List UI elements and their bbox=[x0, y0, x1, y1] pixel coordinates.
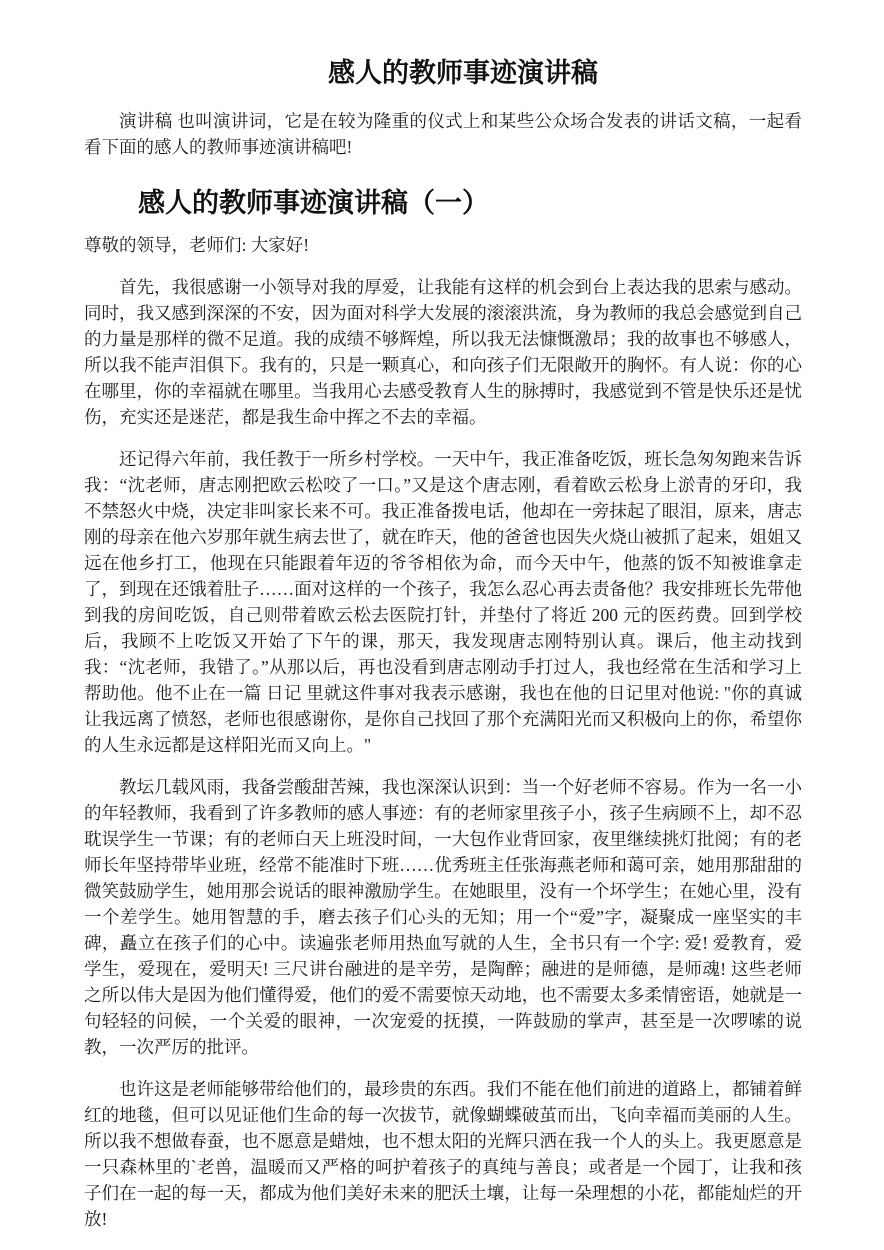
greeting-line: 尊敬的领导，老师们: 大家好! bbox=[84, 235, 310, 255]
body-paragraph: 教坛几载风雨，我备尝酸甜苦辣，我也深深认识到：当一个好老师不容易。作为一名一小的年轻教师，我看到了许多教师的感人事迹：有的老师家里孩子小，孩子生病顾不上，却不忍耽误学生一节课；有的老师白天上班没时间，一大包作业背回家，夜里继续挑灯批阅；有的老师长年坚持带毕业班，经常不能准时下班……优秀班主任张海燕老师和蔼可亲，她用那甜甜的微笑鼓励学生，她用那会说话的眼神激励学生。在她眼里，没有一个坏学生；在她心里，没有一个差学生。她用智慧的手，磨去孩子们心头的无知；用一个“爱”字，凝聚成一座坚实的丰碑，矗立在孩子们的心中。读遍张老师用热血写就的人生，全书只有一个字: 爱! 爱教育，爱学生，爱现在，爱明天! 三尺讲台融进的是辛劳，是陶醉；融进的是师德，是师魂! 这些老师之所以伟大是因为他们懂得爱，他们的爱不需要惊天动地，也不需要太多柔情密语，她就是一句轻轻的问候，一个关爱的眼神，一次宠爱的抚摸，一阵鼓励的掌声，甚至是一次啰嗦的说教，一次严厉的批评。 bbox=[84, 777, 802, 1057]
section-heading: 感人的教师事迹演讲稿（一） bbox=[138, 188, 489, 218]
document-title: 感人的教师事迹演讲稿 bbox=[328, 58, 598, 88]
body-paragraph: 还记得六年前，我任教于一所乡村学校。一天中午，我正准备吃饭，班长急匆匆跑来告诉我：“沈老师，唐志刚把欧云松咬了一口。”又是这个唐志刚，看着欧云松身上淤青的牙印，我不禁怒火中烧，决定非叫家长来不可。我正准备拨电话，他却在一旁抹起了眼泪，原来，唐志刚的母亲在他六岁那年就生病去世了，就在昨天，他的爸爸也因失火烧山被抓了起来，姐姐又远在他乡打工，他现在只能跟着年迈的爷爷相依为命，而今天中午，他蒸的饭不知被谁拿走了，到现在还饿着肚子……面对这样的一个孩子，我怎么忍心再去责备他？我安排班长先带他到我的房间吃饭，自己则带着欧云松去医院打针，并垫付了将近 200 元的医药费。回到学校后，我顾不上吃饭又开始了下午的课，那天，我发现唐志刚特别认真。课后，他主动找到我：“沈老师，我错了。”从那以后，再也没看到唐志刚动手打过人，我也经常在生活和学习上帮助他。他不止在一篇 日记 里就这件事对我表示感谢，我也在他的日记里对他说: "你的真诚让我远离了愤怒，老师也很感谢你，是你自己找回了那个充满阳光而又积极向上的你，希望你的人生永远都是这样阳光而又向上。" bbox=[84, 449, 802, 755]
body-paragraph: 也许这是老师能够带给他们的，最珍贵的东西。我们不能在他们前进的道路上，都铺着鲜红的地毯，但可以见证他们生命的每一次拔节，就像蝴蝶破茧而出，飞向幸福而美丽的人生。所以我不想做春蚕，也不愿意是蜡烛，也不想太阳的光辉只洒在我一个人的头上。我更愿意是一只森林里的`老兽，温暖而又严格的呵护着孩子的真纯与善良；或者是一个园丁，让我和孩子们在一起的每一天，都成为他们美好未来的肥沃土壤，让每一朵理想的小花，都能灿烂的开放! bbox=[84, 1079, 802, 1229]
intro-paragraph: 演讲稿 也叫演讲词，它是在较为隆重的仪式上和某些公众场合发表的讲话文稿，一起看看下面的感人的教师事迹演讲稿吧! bbox=[84, 111, 802, 157]
body-paragraph: 首先，我很感谢一小领导对我的厚爱，让我能有这样的机会到台上表达我的思索与感动。同时，我又感到深深的不安，因为面对科学大发展的滚滚洪流，身为教师的我总会感觉到自己的力量是那样的微不足道。我的成绩不够辉煌，所以我无法慷慨激昂；我的故事也不够感人，所以我不能声泪俱下。我有的，只是一颗真心，和向孩子们无限敞开的胸怀。有人说：你的心在哪里，你的幸福就在哪里。当我用心去感受教育人生的脉搏时，我感觉到不管是快乐还是忧伤，充实还是迷茫，都是我生命中挥之不去的幸福。 bbox=[84, 277, 802, 427]
